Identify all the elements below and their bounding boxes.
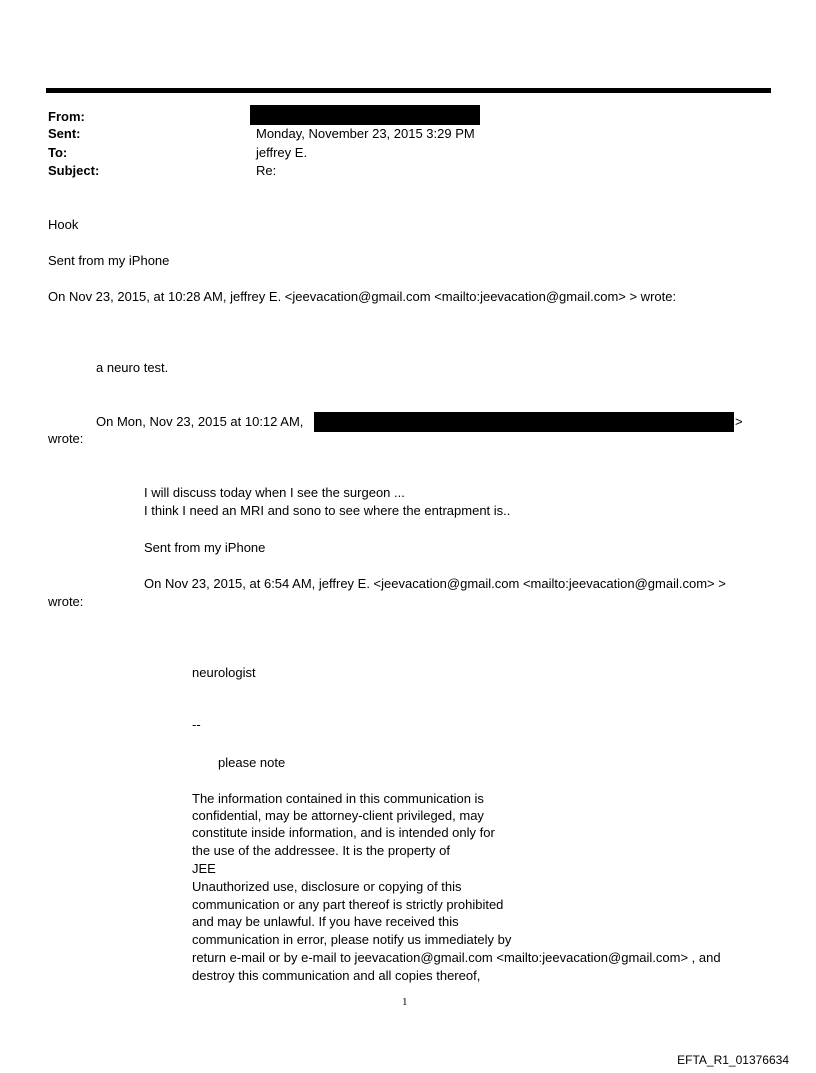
quote3-wrote: wrote: <box>48 594 84 609</box>
please-note: please note <box>218 755 286 770</box>
quote3-text: neurologist <box>192 665 256 680</box>
sig-dashes: -- <box>192 717 201 732</box>
sent-label: Sent: <box>48 126 81 141</box>
disclaimer-line: destroy this communication and all copies thereof, <box>192 968 481 983</box>
quote1-header: On Nov 23, 2015, at 10:28 AM, jeffrey E. <jeevacation@gmail.com <mailto:jeevacation@gmail.com> > wrote: <box>48 289 677 304</box>
document-id: EFTA_R1_01376634 <box>677 1053 789 1067</box>
from-label: From: <box>48 109 85 124</box>
header-rule <box>46 88 771 93</box>
disclaimer-line: JEE <box>192 861 216 876</box>
quote2-header: On Mon, Nov 23, 2015 at 10:12 AM, <box>96 414 304 429</box>
disclaimer-line: confidential, may be attorney-client privileged, may <box>192 808 484 823</box>
quote2-signature: Sent from my iPhone <box>144 540 266 555</box>
disclaimer-line: constitute inside information, and is intended only for <box>192 825 495 840</box>
quote2-line2: I think I need an MRI and sono to see where the entrapment is.. <box>144 503 511 518</box>
disclaimer-line: The information contained in this communication is <box>192 791 484 806</box>
quote2-header-end: > <box>735 414 743 429</box>
subject-label: Subject: <box>48 163 100 178</box>
quote2-wrote: wrote: <box>48 431 84 446</box>
disclaimer-line: Unauthorized use, disclosure or copying of this <box>192 879 462 894</box>
quote3-header: On Nov 23, 2015, at 6:54 AM, jeffrey E. <jeevacation@gmail.com <mailto:jeevacation@gmail.com> > <box>144 576 726 591</box>
reply-text: Hook <box>48 217 79 232</box>
disclaimer-line: communication in error, please notify us immediately by <box>192 932 512 947</box>
sent-value: Monday, November 23, 2015 3:29 PM <box>256 126 475 141</box>
disclaimer-line: the use of the addressee. It is the property of <box>192 843 450 858</box>
to-value: jeffrey E. <box>256 145 308 160</box>
subject-value: Re: <box>256 163 277 178</box>
disclaimer-line: return e-mail or by e-mail to jeevacation@gmail.com <mailto:jeevacation@gmail.com> , and <box>192 950 721 965</box>
disclaimer-line: communication or any part thereof is strictly prohibited <box>192 897 504 912</box>
quote1-text: a neuro test. <box>96 360 169 375</box>
redacted-from <box>250 105 480 125</box>
redacted-sender <box>314 412 734 432</box>
disclaimer-line: and may be unlawful. If you have received this <box>192 914 459 929</box>
signature: Sent from my iPhone <box>48 253 170 268</box>
to-label: To: <box>48 145 68 160</box>
quote2-line1: I will discuss today when I see the surgeon ... <box>144 485 405 500</box>
page-number: 1 <box>402 996 408 1008</box>
